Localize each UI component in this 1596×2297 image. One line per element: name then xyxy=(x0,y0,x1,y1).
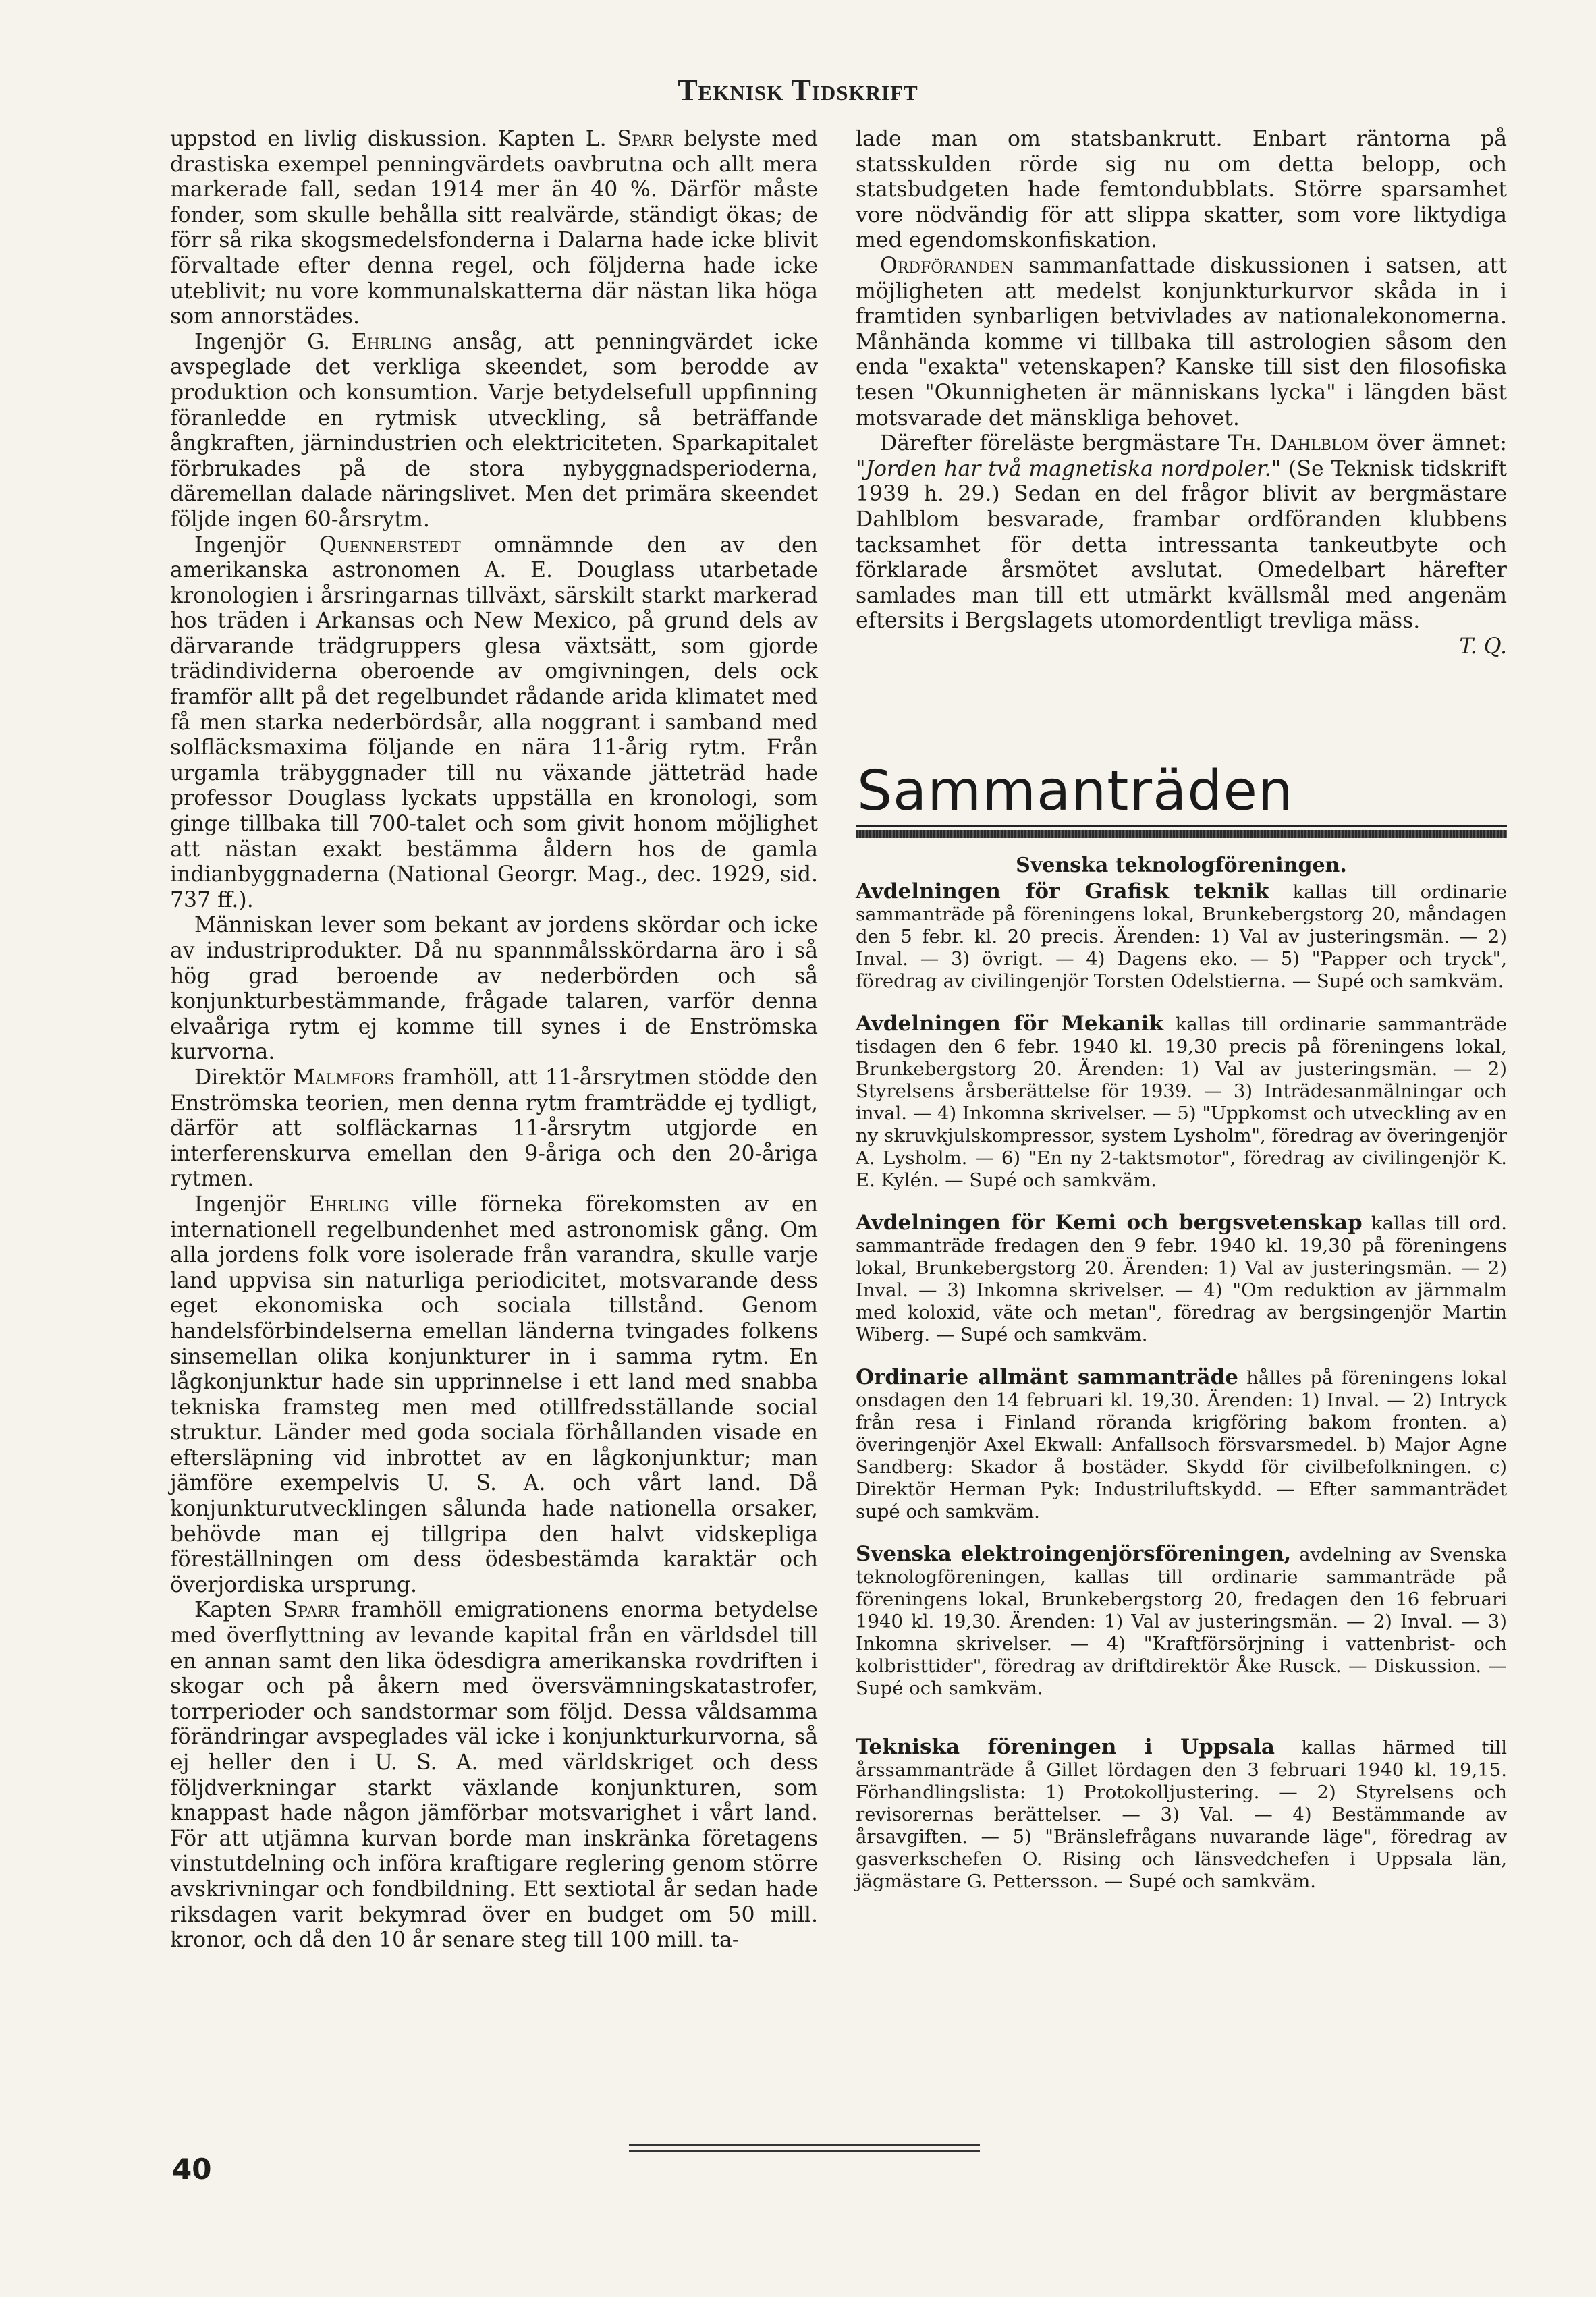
meeting-entry: Avdelningen för Grafisk teknik kallas till ordinarie sammanträde på föreningens lokal, Brunkebergstorg 20, måndagen den 5 febr. kl. 20 precis. Ärenden: 1) Val av justeringsmän. — 2) Inval. — 3) övrigt. — 4) Dagens eko. — 5) "Papper och tryck", föredrag av civilingenjör Torsten Odelstierna. — Supé och samkväm. xyxy=(856,879,1507,992)
meeting-entry: Ordinarie allmänt sammanträde hålles på föreningens lokal onsdagen den 14 februari kl. 19,30. Ärenden: 1) Inval. — 2) Intryck från resa i Finland röranda krigföring bakom fronten. a) överingenjör Axel Ekwall: Anfallsoch försvarsmedel. b) Major Agne Sandberg: Skador å bostäder. Skydd för civilbefolkningen. c) Direktör Herman Pyk: Industriluftskydd. — Efter sammanträdet supé och samkväm. xyxy=(856,1365,1507,1522)
paragraph: Människan lever som bekant av jordens skördar och icke av industriprodukter. Då nu spannmålsskördarna äro i så hög grad beroende av nederbörden och så konjunkturbestämmande, frågade talaren, varför denna elvaåriga rytm ej komme till synes i de Enströmska kurvorna. xyxy=(170,913,818,1065)
paragraph: lade man om statsbankrutt. Enbart räntorna på statsskulden rörde sig nu om detta belopp, och statsbudgeten hade femtondubblats. Större sparsamhet vore nödvändig för att slippa skatter, som vore liktydiga med egendomskonfiskation. xyxy=(856,127,1507,253)
signature-line xyxy=(856,634,1507,660)
meeting-entry: Avdelningen för Kemi och bergsvetenskap kallas till ord. sammanträde fredagen den 9 febr. 1940 kl. 19,30 på föreningens lokal, Brunkebergstorg 20. Ärenden: 1) Val av justeringsmän. — 2) Inval. — 3) Inkomna skrivelser. — 4) "Om reduktion av järnmalm med koloxid, väte och metan", föredrag av bergsingenjör Martin Wiberg. — Supé och samkväm. xyxy=(856,1211,1507,1346)
paragraph: Ingenjör Ehrling ville förneka förekomsten av en internationell regelbundenhet med astronomisk gång. Om alla jordens folk vore isolerade från varandra, skulle varje land uppvisa sin naturliga periodicitet, motsvarande dess eget ekonomiska och sociala tillstånd. Genom handelsförbindelserna emellan länderna tvingades folkens sinsemellan olika konjunkturer in i samma rytm. En lågkonjunktur hade sin upprinnelse i ett land med snabba tekniska framsteg men med otillfredsställande social struktur. Länder med goda sociala förhållanden visade en eftersläpning vid inbrottet av en lågkonjunktur; man jämföre exempelvis U. S. A. och vårt land. Då konjunkturutvecklingen sålunda hade nationella orsaker, behövde man ej tillgripa den halvt vidskepliga föreställningen om dess ödesbestämda karaktär och överjordiska ursprung. xyxy=(170,1192,818,1597)
author-signature: T. Q. xyxy=(1459,634,1507,659)
meeting-entry: Avdelningen för Mekanik kallas till ordinarie sammanträde tisdagen den 6 febr. 1940 kl. 19,30 precis på föreningens lokal, Brunkebergstorg 20. Ärenden: 1) Val av justeringsmän. — 2) Styrelsens årsberättelse för 1939. — 3) Inträdesanmälningar och inval. — 4) Inkomna skrivelser. — 5) "Uppkomst och utveckling av en ny skruvkjulskompressor, system Lysholm", föredrag av överingenjör A. Lysholm. — 6) "En ny 2-taktsmotor", föredrag av civilingenjör K. E. Kylén. — Supé och samkväm. xyxy=(856,1012,1507,1191)
footer-rule xyxy=(629,2144,980,2146)
organization-title: Svenska teknologföreningen. xyxy=(1016,854,1347,877)
paragraph: Direktör Malmfors framhöll, att 11-årsrytmen stödde den Enströmska teorien, men denna rytm framträdde ej tydligt, därför att solfläckarnas 11-årsrytm utgjorde en interferenskurva emellan den 9-åriga och den 20-åriga rytmen. xyxy=(170,1065,818,1192)
meeting-entry: Tekniska föreningen i Uppsala kallas härmed till årssammanträde å Gillet lördagen den 3 februari 1940 kl. 19,15. Förhandlingslista: 1) Protokolljustering. — 2) Styrelsens och revisorernas berättelser. — 3) Val. — 4) Bestämmande av årsavgiften. — 5) "Bränslefrågans nuvarande läge", föredrag av gasverkschefen O. Rising och länsvedchefen i Uppsala län, jägmästare G. Pettersson. — Supé och samkväm. xyxy=(856,1735,1507,1892)
left-column xyxy=(170,127,818,1954)
meeting-entry: Svenska elektroingenjörsföreningen, avdelning av Svenska teknologföreningen, kallas till ordinarie sammanträde på föreningens lokal, Brunkebergstorg 20, fredagen den 16 februari 1940 kl. 19,30. Ärenden: 1) Val av justeringsmän. — 2) Inval. — 3) Inkomna skrivelser. — 4) "Kraftförsörjning i vattenbrist- och kolbristtider", föredrag av driftdirektör Åke Rusck. — Diskussion. — Supé och samkväm. xyxy=(856,1542,1507,1699)
footer-rule xyxy=(629,2150,980,2152)
right-column xyxy=(856,127,1507,659)
paragraph: Ingenjör G. Ehrling ansåg, att penningvärdet icke avspeglade det verkliga skeendet, som berodde av produktion och konsumtion. Varje betydelsefull uppfinning föranledde en rytmisk utveckling, så beträffande ångkraften, järnindustrien och elektriciteten. Sparkapitalet förbrukades på de stora nybyggnadsperioderna, däremellan dalade näringslivet. Men det primära skeendet följde ingen 60-årsrytm. xyxy=(170,329,818,532)
paragraph: uppstod en livlig diskussion. Kapten L. Sparr belyste med drastiska exempel penningvärdets oavbrutna och allt mera markerade fall, sedan 1914 mer än 40 %. Därför måste fonder, som skulle behålla sitt realvärde, ständigt ökas; de förr så rika skogsmedelsfonderna i Dalarna hade icke blivit förvaltade efter denna regel, och följderna hade icke uteblivit; nu vore kommunalskatterna där nästan lika höga som annorstädes. xyxy=(170,127,818,329)
paragraph: Ordföranden sammanfattade diskussionen i satsen, att möjligheten att medelst konjunkturkurvor skåda in i framtiden synbarligen betvivlades av nationalekonomerna. Månhända komme vi tillbaka till astrologien såsom den enda "exakta" vetenskapen? Kanske till sist den filosofiska tesen "Okunnigheten är människans lycka" i längden bäst motsvarade det mänskliga behovet. xyxy=(856,253,1507,431)
paragraph: Därefter föreläste bergmästare Th. Dahlblom över ämnet: "Jorden har två magnetiska nordpoler." (Se Teknisk tidskrift 1939 h. 29.) Sedan en del frågor blivit av bergmästare Dahlblom besvarade, frambar ordföranden klubbens tacksamhet för detta intressanta tankeutbyte och förklarade årsmötet avslutat. Omedelbart härefter samlades man till ett utmärkt kvällsmål med angenäm eftersits i Bergslagets utomordentligt trevliga mäss. xyxy=(856,431,1508,634)
section-divider xyxy=(856,830,1507,838)
journal-header: Teknisk Tidskrift xyxy=(678,74,918,107)
meetings-list xyxy=(856,852,1507,1913)
paragraph: Kapten Sparr framhöll emigrationens enorma betydelse med överflyttning av levande kapital från en världsdel till en annan samt den lika ödesdigra amerikanska rovdriften i skogar och på åkern med översvämningskatastrofer, torrperioder och sandstormar som följd. Dessa våldsamma förändringar avspeglades väl icke i konjunkturkurvorna, så ej heller den i U. S. A. med världskriget och dess följdverkningar starkt växlande konjunkturen, som knappast hade någon jämförbar motsvarighet i vårt land. För att utjämna kurvan borde man inskränka företagens vinstutdelning och införa kraftigare reglering genom större avskrivningar och fondbildning. Ett sextiotal år sedan hade riksdagen varit bekymrad över en budget om 50 mill. kronor, och då den 10 år senare steg till 100 mill. ta- xyxy=(170,1598,818,1953)
section-divider xyxy=(856,825,1507,827)
paragraph: Ingenjör Quennerstedt omnämnde den av den amerikanska astronomen A. E. Douglass utarbetade kronologien i årsringarnas tillväxt, särskilt starkt markerad hos träden i Arkansas och New Mexico, på grund dels av därvarande trädgruppers glesa växtsätt, som gjorde trädindividerna oberoende av omgivningen, dels ock framför allt på det regelbundet rådande arida klimatet med få men starka nederbördsår, alla noggrant i samband med solfläcksmaxima följande en nära 11-årig rytm. Från urgamla träbyggnader till nu växande jätteträd hade professor Douglass lyckats uppställa en kronologi, som ginge tillbaka till 700-talet och som givit honom möjlighet att nästan exakt bestämma åldern hos de gamla indianbyggnaderna (National Georgr. Mag., dec. 1929, sid. 737 ff.). xyxy=(170,532,818,912)
page-number: 40 xyxy=(172,2153,212,2186)
section-title: Sammanträden xyxy=(857,759,1294,823)
